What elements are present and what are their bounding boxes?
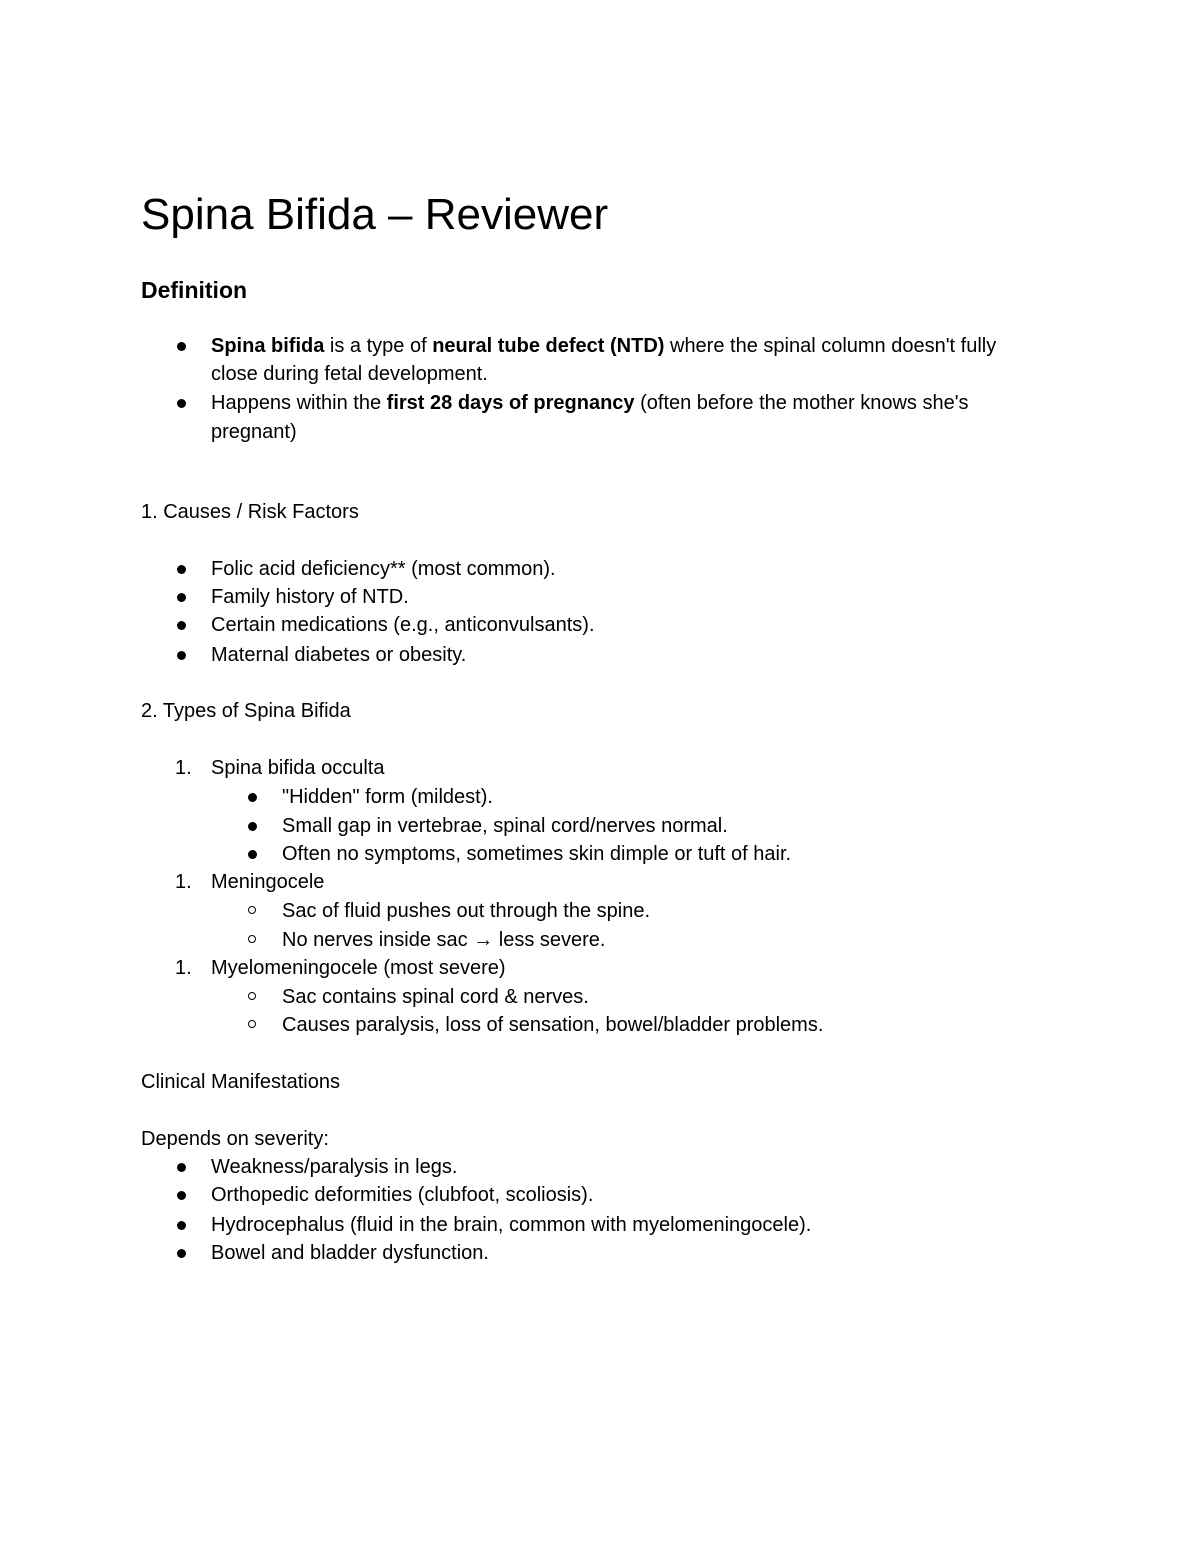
list-item: Bowel and bladder dysfunction. <box>211 1242 489 1264</box>
bullet-icon <box>177 621 186 630</box>
list-item: Often no symptoms, sometimes skin dimple or tuft of hair. <box>282 843 792 865</box>
definition-text: is a type of <box>324 335 433 357</box>
types-heading: 2. Types of Spina Bifida <box>141 700 351 722</box>
bullet-icon <box>177 1249 186 1258</box>
term-ntd: neural tube defect (NTD) <box>432 335 665 357</box>
bullet-icon <box>177 593 186 602</box>
definition-item-1-cont: close during fetal development. <box>211 363 488 385</box>
term-first-28-days: first 28 days of pregnancy <box>386 392 635 414</box>
list-item: Certain medications (e.g., anticonvulsants). <box>211 614 595 636</box>
hollow-bullet-icon <box>248 935 256 943</box>
clinical-heading: Clinical Manifestations <box>141 1071 340 1093</box>
bullet-icon <box>177 399 186 408</box>
list-item: "Hidden" form (mildest). <box>282 786 493 808</box>
list-item: Hydrocephalus (fluid in the brain, common with myelomeningocele). <box>211 1214 812 1236</box>
definition-item-1 <box>211 332 996 360</box>
clinical-intro: Depends on severity: <box>141 1128 329 1150</box>
list-item: Weakness/paralysis in legs. <box>211 1156 458 1178</box>
definition-item-2 <box>211 389 969 417</box>
definition-item-2-cont: pregnant) <box>211 421 297 443</box>
definition-text: where the spinal column doesn't fully <box>664 335 997 357</box>
bullet-icon <box>177 1221 186 1230</box>
list-item: Folic acid deficiency** (most common). <box>211 558 556 580</box>
bullet-icon <box>248 822 257 831</box>
definition-text: (often before the mother knows she's <box>634 392 969 414</box>
bullet-icon <box>248 850 257 859</box>
causes-heading: 1. Causes / Risk Factors <box>141 501 359 523</box>
bullet-icon <box>177 1191 186 1200</box>
hollow-bullet-icon <box>248 1020 256 1028</box>
bullet-icon <box>177 342 186 351</box>
list-item: Family history of NTD. <box>211 586 409 608</box>
term-spina-bifida: Spina bifida <box>211 335 325 357</box>
bullet-icon <box>177 651 186 660</box>
type-spina-bifida-occulta: Spina bifida occulta <box>211 757 385 779</box>
type-myelomeningocele: Myelomeningocele (most severe) <box>211 957 506 979</box>
document-title: Spina Bifida – Reviewer <box>141 190 609 239</box>
list-number: 1. <box>175 757 192 779</box>
list-item: Causes paralysis, loss of sensation, bowel/bladder problems. <box>282 1014 824 1036</box>
list-number: 1. <box>175 871 192 893</box>
list-item: Sac of fluid pushes out through the spine. <box>282 900 651 922</box>
list-item: No nerves inside sac → less severe. <box>282 929 606 951</box>
list-number: 1. <box>175 957 192 979</box>
bullet-icon <box>177 1163 186 1172</box>
bullet-icon <box>177 565 186 574</box>
definition-heading: Definition <box>141 277 248 303</box>
type-meningocele: Meningocele <box>211 871 325 893</box>
list-item: Sac contains spinal cord & nerves. <box>282 986 589 1008</box>
definition-text: Happens within the <box>211 392 387 414</box>
list-item: Small gap in vertebrae, spinal cord/nerves normal. <box>282 815 728 837</box>
hollow-bullet-icon <box>248 906 256 914</box>
bullet-icon <box>248 793 257 802</box>
hollow-bullet-icon <box>248 992 256 1000</box>
list-item: Maternal diabetes or obesity. <box>211 644 467 666</box>
list-item: Orthopedic deformities (clubfoot, scoliosis). <box>211 1184 594 1206</box>
